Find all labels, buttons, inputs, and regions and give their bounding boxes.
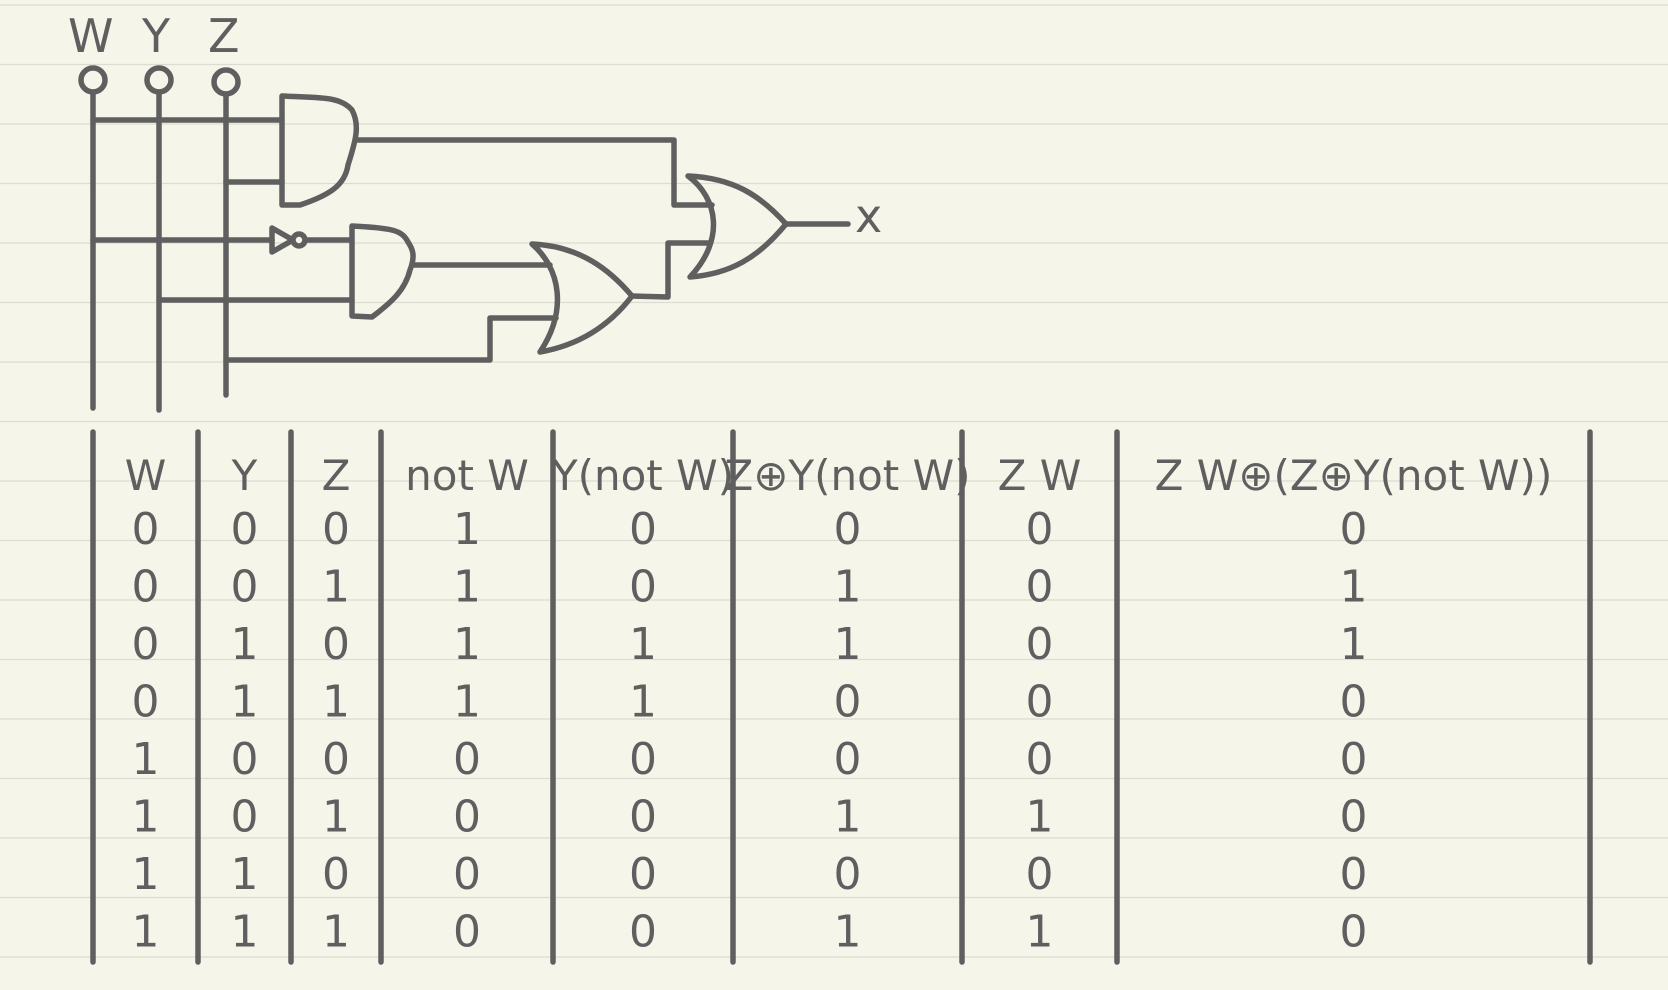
column-header: Z⊕Y(not W)	[724, 451, 971, 500]
input-terminal-y	[147, 68, 171, 92]
table-cell: 0	[833, 734, 862, 785]
table-cell: 0	[1339, 791, 1368, 843]
table-cell: 1	[1339, 619, 1368, 670]
table-cell: 0	[1339, 906, 1368, 958]
table-cell: 0	[322, 619, 350, 670]
table-cell: 0	[230, 791, 259, 843]
table-cell: 0	[1025, 561, 1054, 613]
table-cell: 0	[1025, 849, 1054, 900]
table-cell: 0	[1339, 504, 1368, 555]
table-cell: 0	[629, 906, 657, 958]
or-gate-2	[688, 176, 786, 277]
table-cell: 1	[453, 619, 481, 670]
table-cell: 0	[629, 734, 657, 785]
input-terminal-z	[214, 70, 238, 94]
table-cell: 0	[131, 504, 160, 555]
table-cell: 1	[1339, 561, 1368, 613]
table-cell: 1	[629, 619, 657, 670]
table-cell: 0	[322, 734, 350, 785]
table-cell: 1	[1025, 791, 1054, 843]
table-cell: 1	[629, 676, 657, 728]
table-cell: 0	[833, 849, 862, 900]
table-cell: 1	[833, 619, 862, 670]
and-gate-top	[282, 96, 356, 205]
table-cell: 0	[629, 561, 657, 613]
table-cell: 1	[322, 676, 350, 728]
wire-z-to-or1	[226, 318, 556, 360]
table-cell: 1	[131, 734, 160, 785]
table-cell: 1	[131, 849, 160, 900]
table-cell: 1	[833, 791, 862, 843]
table-cell: 1	[131, 791, 160, 843]
table-cell: 1	[230, 676, 259, 728]
column-header: Z	[321, 451, 351, 500]
and-gate-lower	[352, 226, 413, 317]
input-terminal-w	[81, 68, 105, 92]
table-cell: 0	[453, 734, 481, 785]
table-cell: 1	[322, 561, 350, 613]
column-header: Z W⊕(Z⊕Y(not W))	[1154, 451, 1553, 500]
logic-circuit	[68, 9, 882, 410]
table-cell: 0	[322, 504, 350, 555]
table-cell: 0	[1339, 676, 1368, 728]
table-cell: 0	[131, 676, 160, 728]
table-cell: 1	[230, 849, 259, 900]
table-cell: 1	[131, 906, 160, 958]
table-cell: 1	[453, 676, 481, 728]
table-cell: 1	[230, 619, 259, 670]
table-cell: 1	[322, 791, 350, 843]
output-label-x: x	[855, 189, 883, 243]
table-cell: 1	[453, 561, 481, 613]
table-cell: 0	[1339, 734, 1368, 785]
table-cell: 1	[833, 906, 862, 958]
column-header: Z W	[997, 451, 1082, 500]
column-header: Y(not W)	[551, 451, 735, 500]
table-cell: 0	[453, 849, 481, 900]
table-cell: 1	[230, 906, 259, 958]
wire-and1-to-or2	[358, 140, 712, 205]
table-cell: 0	[453, 906, 481, 958]
table-cell: 0	[629, 791, 657, 843]
or-gate-1	[532, 244, 632, 352]
table-cell: 0	[230, 561, 259, 613]
table-cell: 0	[833, 676, 862, 728]
input-label-w: W	[68, 9, 114, 63]
table-cell: 0	[1025, 734, 1054, 785]
column-header: not W	[405, 451, 529, 500]
table-cell: 0	[131, 619, 160, 670]
truth-table	[93, 432, 1590, 962]
table-cell: 1	[833, 561, 862, 613]
table-cell: 0	[1025, 619, 1054, 670]
table-cell: 0	[453, 791, 481, 843]
table-cell: 0	[629, 849, 657, 900]
table-cell: 1	[1025, 906, 1054, 958]
table-cell: 0	[1025, 676, 1054, 728]
input-label-z: Z	[208, 9, 240, 63]
column-header: W	[124, 451, 167, 500]
table-cell: 0	[322, 849, 350, 900]
table-cells	[132, 504, 1368, 958]
table-cell: 0	[131, 561, 160, 613]
table-headers	[125, 451, 1553, 500]
table-cell: 0	[230, 734, 259, 785]
not-gate	[272, 228, 293, 252]
table-cell: 1	[322, 906, 350, 958]
table-cell: 0	[1025, 504, 1054, 555]
table-cell: 0	[629, 504, 657, 555]
input-label-y: Y	[142, 9, 171, 63]
table-cell: 1	[453, 504, 481, 555]
table-cell: 0	[230, 504, 259, 555]
column-header: Y	[231, 451, 258, 500]
table-cell: 0	[1339, 849, 1368, 900]
table-cell: 0	[833, 504, 862, 555]
